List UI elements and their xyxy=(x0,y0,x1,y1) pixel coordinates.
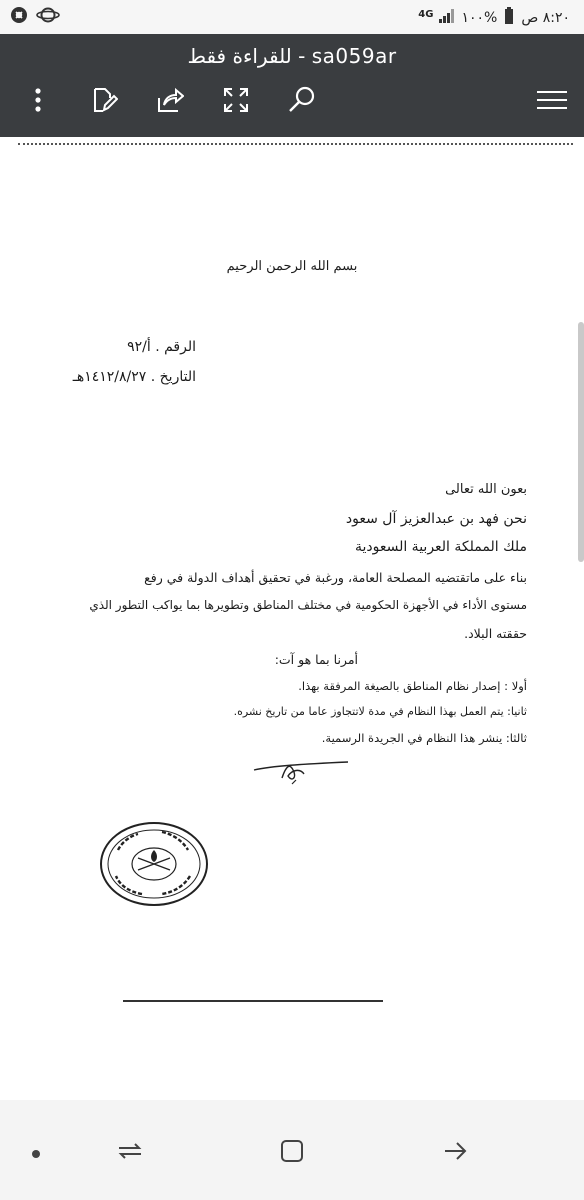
more-icon xyxy=(34,87,42,117)
document-number: الرقم . أ/٩٢ xyxy=(127,339,196,355)
basmala: بسم الله الرحمن الرحيم xyxy=(226,259,358,274)
document-title: للقراءة فقط - sa059ar xyxy=(187,44,397,68)
signature xyxy=(252,752,352,792)
fullscreen-button[interactable] xyxy=(220,86,252,118)
battery-level: %١٠٠ xyxy=(461,10,498,26)
more-options-button[interactable] xyxy=(22,86,54,118)
scrollbar-thumb[interactable] xyxy=(578,322,584,562)
paragraph-line-1: بناء على ماتقتضيه المصلحة العامة، ورغبة في تحقيق أهداف الدولة في رفع xyxy=(144,570,527,585)
document-date: التاريخ . ١٤١٢/٨/٢٧هـ xyxy=(72,369,196,385)
settings-gear-icon xyxy=(10,6,28,28)
app-bar xyxy=(0,34,584,137)
battery-icon xyxy=(503,7,515,29)
document-page[interactable] xyxy=(0,137,584,1100)
opening-line: بعون الله تعالى xyxy=(445,482,527,497)
article-third: ثالثا: ينشر هذا النظام في الجريدة الرسمية. xyxy=(321,731,527,745)
search-button[interactable] xyxy=(286,86,318,118)
share-icon xyxy=(156,86,184,118)
status-bar xyxy=(0,0,584,34)
article-first: أولا : إصدار نظام المناطق بالصيغة المرفقة بهذا. xyxy=(298,679,527,693)
home-icon xyxy=(280,1139,304,1167)
edit-button[interactable] xyxy=(88,86,120,118)
kingdom-line: ملك المملكة العربية السعودية xyxy=(354,539,527,555)
page-top-border xyxy=(18,143,573,146)
paragraph-line-3: حققته البلاد. xyxy=(464,626,527,641)
recent-apps-button[interactable] xyxy=(110,1138,150,1168)
page-divider xyxy=(123,1000,383,1002)
search-icon xyxy=(287,85,317,119)
paragraph-line-2: مستوى الأداء في الأجهزة الحكومية في مختلف المناطق وتطويرها بما يواكب التطور الذي xyxy=(89,598,527,612)
menu-icon xyxy=(537,89,567,115)
official-seal-icon xyxy=(98,820,210,908)
fullscreen-icon xyxy=(222,86,250,118)
home-button[interactable] xyxy=(272,1138,312,1168)
order-intro: أمرنا بما هو آت: xyxy=(274,652,358,667)
status-right xyxy=(418,7,570,29)
edit-icon xyxy=(90,86,118,118)
dot-icon xyxy=(31,1144,41,1163)
signal-icon xyxy=(439,9,455,27)
menu-button[interactable] xyxy=(536,86,568,118)
clock: ٨:٢٠ ص xyxy=(521,10,570,26)
king-name: نحن فهد بن عبدالعزيز آل سعود xyxy=(345,511,527,527)
network-type: 4G xyxy=(418,8,434,20)
status-left-icons xyxy=(10,6,60,28)
recent-apps-icon xyxy=(117,1140,143,1166)
assistant-dot-button[interactable] xyxy=(16,1138,56,1168)
back-button[interactable] xyxy=(436,1138,476,1168)
back-icon xyxy=(443,1139,469,1167)
share-button[interactable] xyxy=(154,86,186,118)
article-second: ثانيا: يتم العمل بهذا النظام في مدة لاتتجاوز عاما من تاريخ نشره. xyxy=(233,705,527,718)
browser-icon xyxy=(36,6,60,28)
navigation-bar xyxy=(0,1100,584,1200)
